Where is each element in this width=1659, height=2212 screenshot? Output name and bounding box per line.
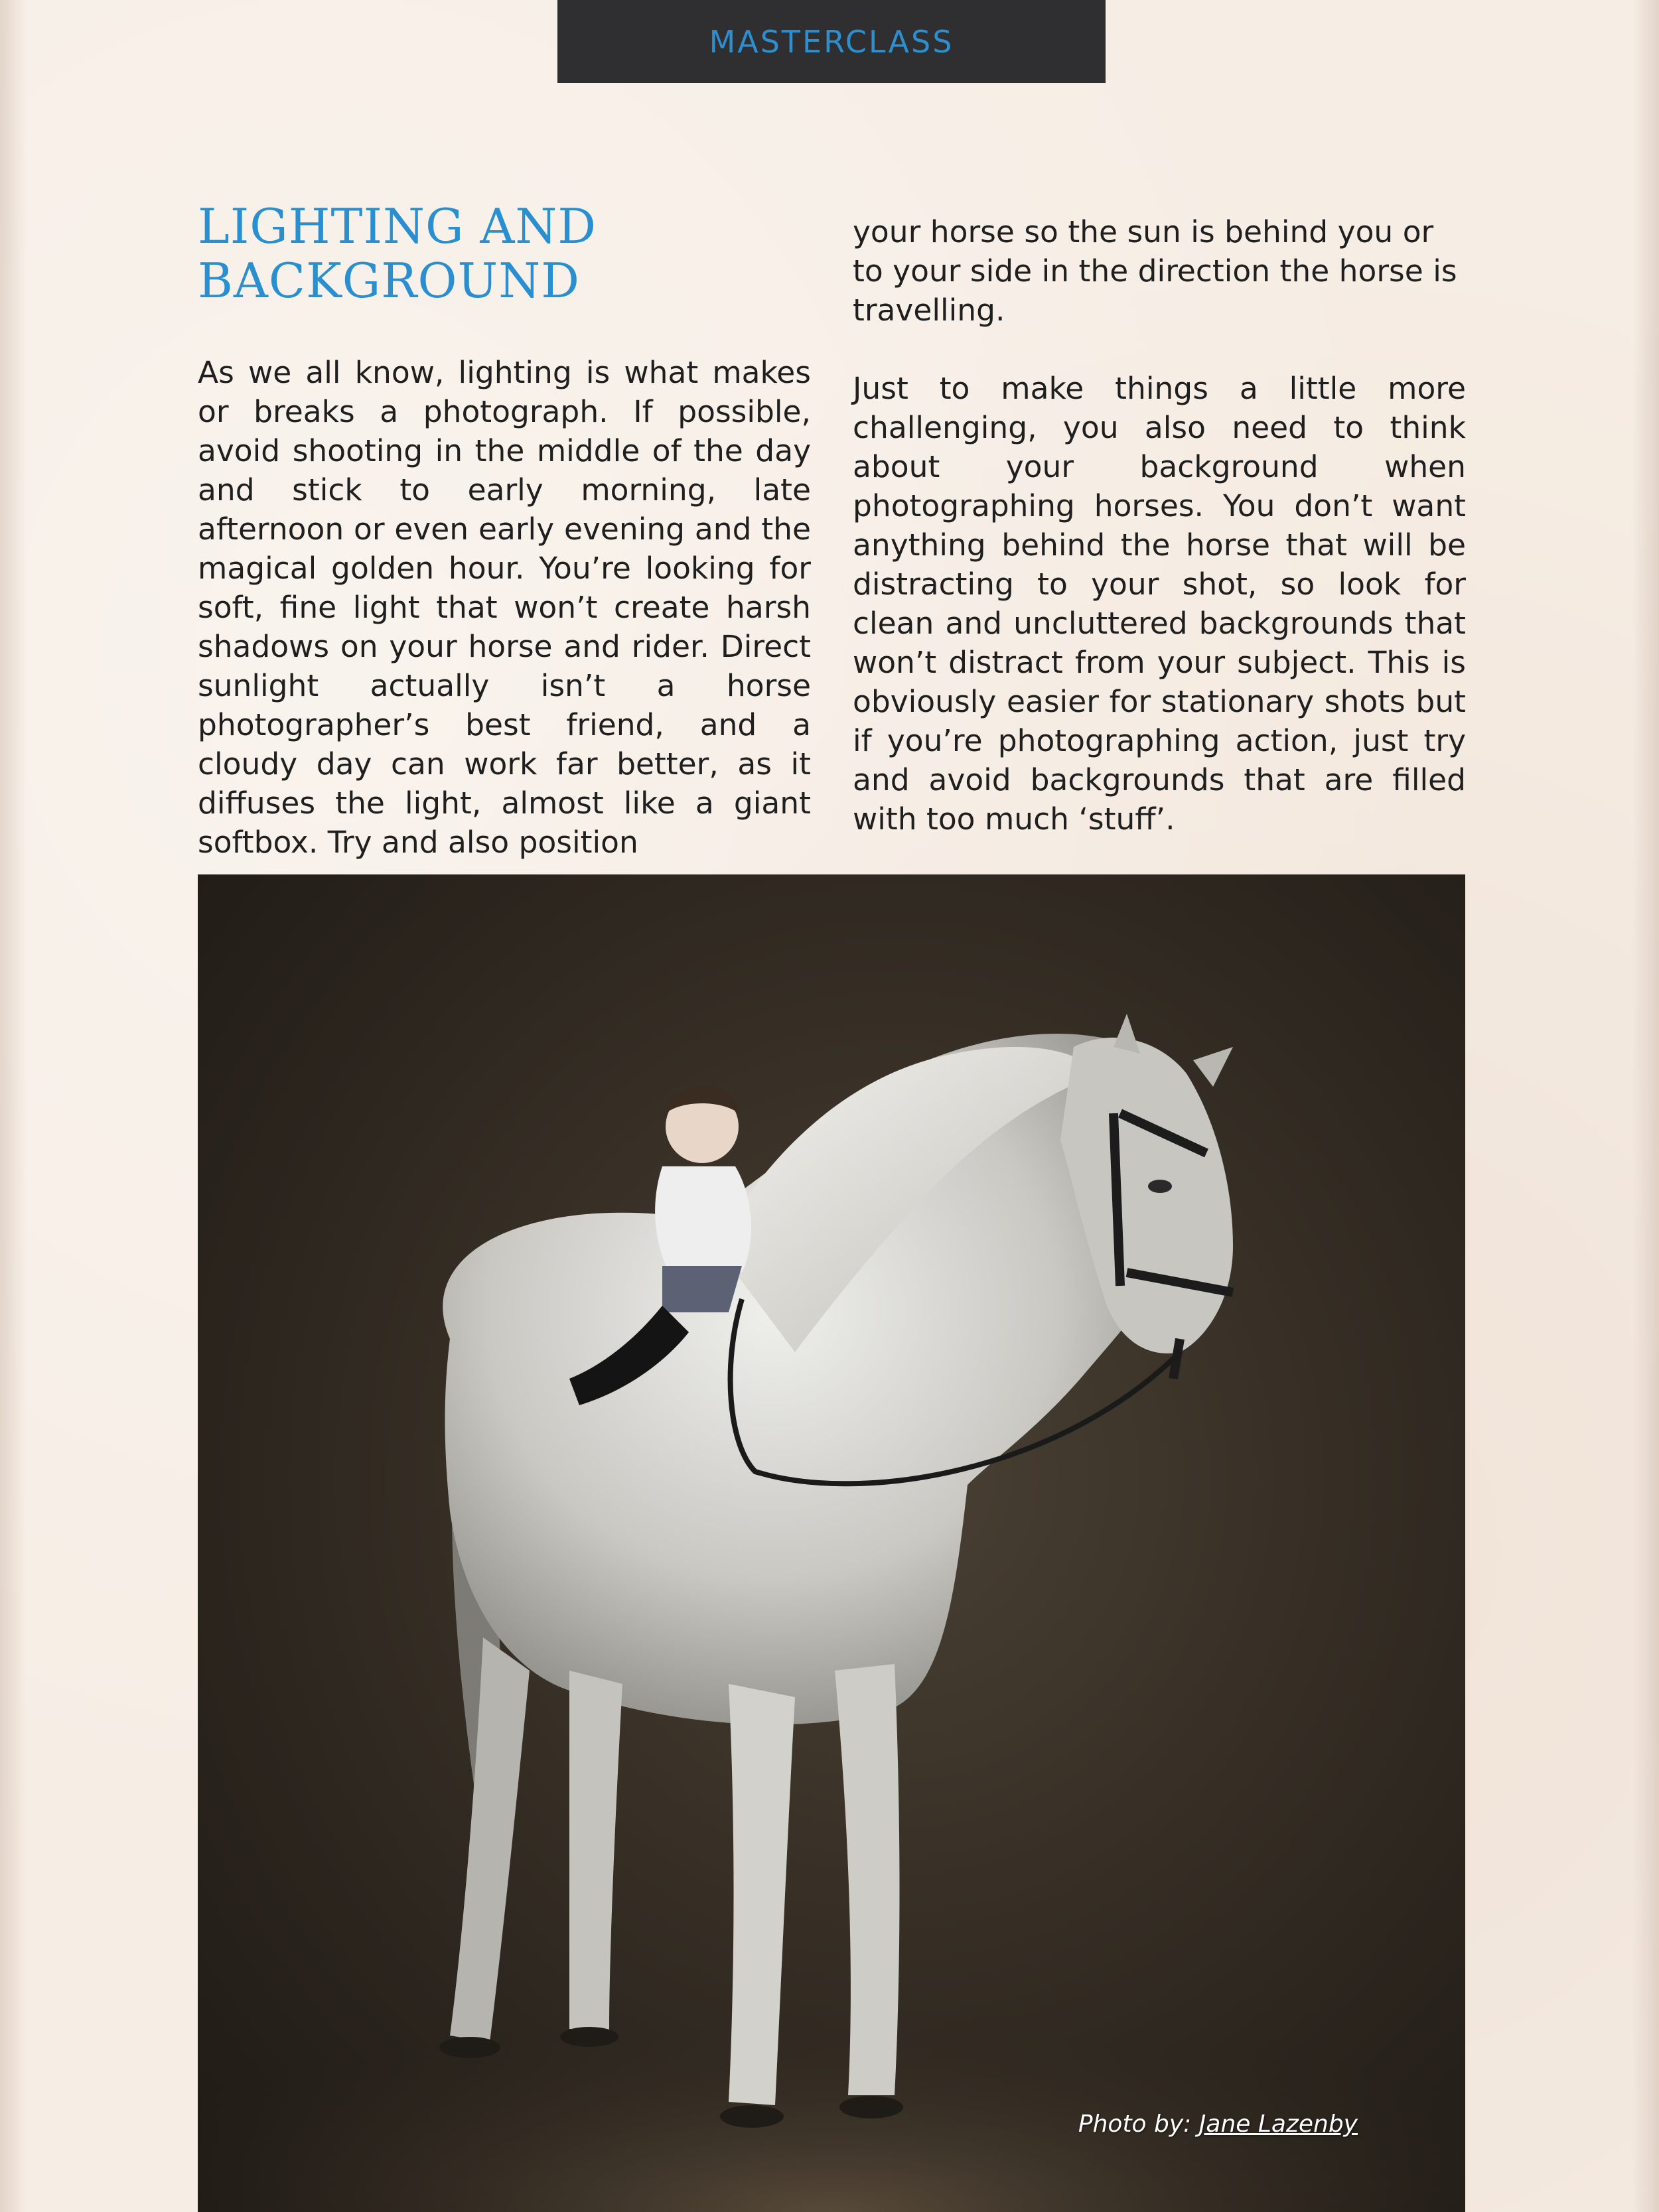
- horse-photo: [198, 874, 1465, 2212]
- horse-illustration: [198, 874, 1465, 2212]
- photographer-link[interactable]: Jane Lazenby: [1198, 2110, 1358, 2138]
- body-column-right-paragraph: Just to make things a little more challenging, you also need to think about your background when photographing horses. You don’t want anything behind the horse that will be distracting to your shot, so look for clean and uncluttered backgrounds that won’t distract from your subject. This is obviously easier for stationary shots but if you’re photographing action, just try and avoid backgrounds that are filled with too much ‘stuff’.: [853, 371, 1466, 837]
- body-column-left: As we all know, lighting is what makes or breaks a photograph. If possible, avoid shooting in the middle of the day and stick to early morning, late afternoon or even early evening and the magical golden hour. You’re looking for soft, fine light that won’t create harsh shadows on your horse and rider. Direct sunlight actually isn’t a horse photographer’s best friend, and a cloudy day can work far better, as it diffuses the light, almost like a giant softbox. Try and also position: [198, 355, 811, 860]
- body-column-right-continuation: your horse so the sun is behind you or to your side in the direction the horse is travelling.: [853, 214, 1457, 328]
- section-tab: [557, 0, 1106, 83]
- section-heading: LIGHTING AND BACKGROUND: [198, 198, 597, 309]
- photo-credit-prefix: Photo by:: [1078, 2110, 1199, 2138]
- section-label: MASTERCLASS: [709, 23, 954, 60]
- photo-credit: [1078, 2110, 1358, 2138]
- paper-edge-right: [1632, 0, 1659, 2212]
- paper-edge-left: [0, 0, 27, 2212]
